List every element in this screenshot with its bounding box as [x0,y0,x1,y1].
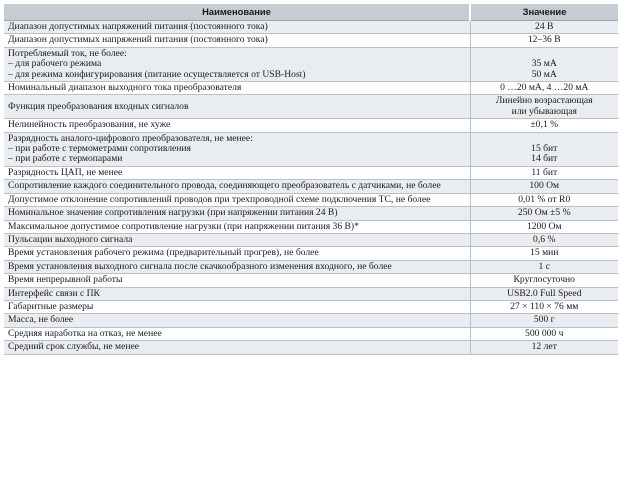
parameter-name-cell [4,132,470,166]
parameter-value-line: 15 бит [531,143,558,155]
parameter-name-cell [4,180,470,193]
table-row [4,300,618,313]
column-header-value: Значение [470,4,618,21]
parameter-name-cell [4,207,470,220]
parameter-name-cell [4,300,470,313]
table-row [4,95,618,119]
parameter-name-line: Номинальный диапазон выходного тока преобразователя [8,82,242,94]
table-row [4,260,618,273]
parameter-value-line: 12–36 В [527,34,561,46]
parameter-value-line: 24 В [535,21,554,32]
parameter-value-cell [470,21,618,34]
parameter-name-line: – при работе с термометрами сопротивления [8,143,191,155]
parameter-name-cell [4,34,470,47]
specifications-table [4,4,618,355]
parameter-value-line: 100 Ом [529,180,560,192]
parameter-name-cell [4,260,470,273]
parameter-value-line: или убывающая [511,105,577,117]
parameter-value-line: 250 Ом ±5 % [517,207,571,219]
table-header-row [4,4,618,21]
parameter-value-cell [470,220,618,233]
parameter-value-line: Круглосуточно [513,274,575,286]
parameter-value-line: USB2.0 Full Speed [507,287,582,299]
parameter-name-line: Масса, не более [8,314,74,326]
column-header-name: Наименование [4,4,470,21]
parameter-name-cell [4,82,470,95]
parameter-value-cell [470,300,618,313]
table-row [4,166,618,179]
parameter-value-line: 11 бит [531,166,558,178]
parameter-value-cell [470,95,618,119]
parameter-name-line: Диапазон допустимых напряжений питания (постоянного тока) [8,34,268,46]
table-row [4,207,618,220]
parameter-name-cell [4,327,470,340]
table-row [4,314,618,327]
parameter-value-line: 12 лет [531,341,557,353]
parameter-name-cell [4,95,470,119]
parameter-name-cell [4,220,470,233]
table-row [4,82,618,95]
parameter-value-cell [470,341,618,354]
parameter-value-line: 1 с [538,260,550,272]
table-row [4,247,618,260]
parameter-value-line: 14 бит [531,153,558,165]
parameter-name-line: Нелинейность преобразования, не хуже [8,119,171,131]
parameter-value-cell [470,132,618,166]
parameter-name-cell [4,247,470,260]
parameter-name-line: Время установления рабочего режима (предварительный прогрев), не более [8,247,319,259]
parameter-value-line: 50 мА [531,68,557,80]
parameter-name-line: Функция преобразования входных сигналов [8,100,189,112]
parameter-value-cell [470,34,618,47]
parameter-name-line: Разрядность ЦАП, не менее [8,166,123,178]
parameter-name-line: Сопротивление каждого соединительного провода, соединяющего преобразователь с датчиками, не более [8,180,441,192]
table-body [4,21,618,355]
parameter-value-line: 15 мин [530,247,559,259]
parameter-value-line: 500 000 ч [525,327,564,339]
parameter-name-cell [4,341,470,354]
parameter-name-cell [4,166,470,179]
parameter-value-line: Линейно возрастающая [495,95,593,107]
parameter-value-cell [470,47,618,81]
table-row [4,180,618,193]
parameter-name-line: Время непрерывной работы [8,274,123,286]
table-row [4,193,618,206]
parameter-name-line: Допустимое отклонение сопротивлений проводов при трехпроводной схеме подключения ТС, не более [8,193,431,205]
parameter-name-line: Потребляемый ток, не более: [8,47,127,59]
parameter-name-cell [4,193,470,206]
parameter-value-cell [470,314,618,327]
parameter-value-line: 27 × 110 × 76 мм [510,300,579,312]
parameter-name-line: Время установления выходного сигнала после скачкообразного изменения входного, не более [8,260,392,272]
parameter-name-cell [4,119,470,132]
table-row [4,327,618,340]
parameter-name-line: – для режима конфигурирования (питание осуществляется от USB-Host) [8,68,306,80]
parameter-value-cell [470,207,618,220]
table-row [4,341,618,354]
parameter-name-cell [4,47,470,81]
parameter-value-cell [470,287,618,300]
parameter-name-cell [4,274,470,287]
parameter-name-line: Номинальное значение сопротивления нагрузки (при напряжении питания 24 В) [8,207,338,219]
parameter-value-cell [470,193,618,206]
parameter-name-line: Средняя наработка на отказ, не менее [8,327,162,339]
parameter-value-cell [470,166,618,179]
parameter-value-cell [470,260,618,273]
parameter-name-cell [4,287,470,300]
parameter-value-cell [470,233,618,246]
table-row [4,21,618,34]
parameter-value-cell [470,119,618,132]
parameter-name-line: Максимальное допустимое сопротивление нагрузки (при напряжении питания 36 В)* [8,220,359,232]
parameter-value-cell [470,274,618,287]
parameter-name-line: – при работе с термопарами [8,153,123,165]
table-row [4,233,618,246]
parameter-name-cell [4,233,470,246]
table-row [4,132,618,166]
table-row [4,47,618,81]
parameter-name-cell [4,314,470,327]
table-row [4,34,618,47]
parameter-value-line: 1200 Ом [526,220,562,232]
parameter-value-line: 35 мА [531,58,557,70]
parameter-value-line: 0,6 % [533,233,556,245]
parameter-name-line: Диапазон допустимых напряжений питания (постоянного тока) [8,21,268,32]
parameter-value-line: 500 г [533,314,555,326]
parameter-value-line: 0,01 % от R0 [518,193,571,205]
parameter-name-line: Средний срок службы, не менее [8,341,140,353]
table-row [4,287,618,300]
table-row [4,220,618,233]
parameter-value-cell [470,247,618,260]
table-row [4,119,618,132]
parameter-value-cell [470,327,618,340]
parameter-value-line: 0 …20 мА, 4 …20 мА [500,82,589,94]
parameter-value-cell [470,82,618,95]
parameter-value-cell [470,180,618,193]
parameter-name-line: Разрядность аналого-цифрового преобразователя, не менее: [8,132,253,144]
parameter-name-cell [4,21,470,34]
parameter-value-line: ±0,1 % [530,119,559,131]
parameter-name-line: Габаритные размеры [8,300,94,312]
parameter-name-line: Интерфейс связи с ПК [8,287,100,299]
table-row [4,274,618,287]
parameter-name-line: Пульсации выходного сигнала [8,233,133,245]
parameter-name-line: – для рабочего режима [8,58,102,70]
